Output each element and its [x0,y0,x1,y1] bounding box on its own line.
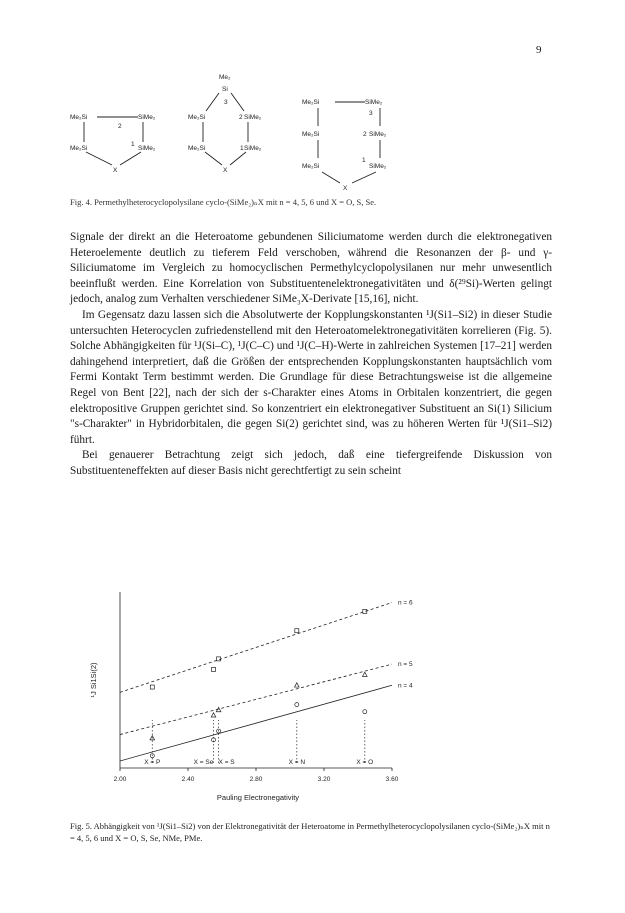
ring2-x: X [223,167,228,174]
ring3-label-1: 1 [362,157,366,164]
fig4-caption: Fig. 4. Permethylheterocyclopolysilane cyclo-(SiMe₂)ₙX mit n = 4, 5, 6 und X = O, S, Se. [70,197,377,207]
ring3-label-2: 2 [363,131,367,138]
point-0-2 [217,657,221,661]
fig5-caption: Fig. 5. Abhängigkeit von ¹J(Si1–Si2) von der Elektronegativität der Heteroatome in Permethylheterocyclopolysilanen cyclo-(SiMe₂)ₙX mit n = 4, 5, 6 und X = O, S, Se, NMe, PMe. [70,821,550,843]
ring1-label-2: 2 [118,123,122,130]
x-tick-label-1: 2.40 [181,776,195,783]
ring2-label-2: 2 [239,114,243,121]
x-axis-label: Pauling Electronegativity [216,793,300,802]
ring2-si-bottomleft: Me₂Si [188,145,206,152]
ring1-label-1: 1 [131,141,135,148]
ring2-si-left: Me₂Si [188,114,206,121]
ring1-si-bottomleft: Me₂Si [70,145,88,152]
point-0-1 [212,667,216,671]
series-label-2: n = 4 [398,682,413,690]
series-label-0: n = 6 [398,599,413,607]
ring3-si-midright: SiMe₂ [369,131,387,138]
ring1-si-bottomright: SiMe₂ [138,145,156,152]
ring3-x: X [343,185,348,192]
x-marker-label-2: X = S [218,759,235,766]
ring2-me2-top: Me₂ [219,74,231,81]
point-0-0 [150,685,154,689]
paragraph-3: Bei genauerer Betrachtung zeigt sich jedoch, daß eine tiefergreifende Diskussion von Substituenteneffekten auf dieser Basis nicht gerechtfertigt zu sein scheint [70,449,552,477]
page-number: 9 [536,44,542,56]
x-marker-label-1: X = Se [193,759,214,766]
ring3-label-3: 3 [369,110,373,117]
y-axis-label: ¹J Si1Si(2) [89,662,98,698]
ring2-label-3: 3 [224,99,228,106]
ring3-si-topright: SiMe₂ [365,99,383,106]
point-2-4 [363,710,367,714]
ring3-si-topleft: Me₂Si [302,99,320,106]
x-marker-label-4: X = O [356,759,374,766]
ring1-si-topright: SiMe₂ [138,114,156,121]
paragraph-2: Im Gegensatz dazu lassen sich die Absolutwerte der Kopplungskonstanten ¹J(Si1–Si2) in dieser Studie untersuchten Heterocyclen zufriedenstellend mit den Heteroatomelektronegativitäten korrelieren (Fig. 5). Solche Abhängigkeiten für ¹J(Si–C), ¹J(C–C) und ¹J(C–H)-Werte in zahlreichen Systemen [17–21] werden dahingehend interpretiert, daß die Größen der entsprechenden Kopplungskonstanten hauptsächlich vom Fermi Kontakt Term bestimmt werden. Die Grundlage für diese Betrachtungsweise ist die allgemeine Regel von Bent [22], nach der sich der s-Charakter eines Atoms in Orbitalen konzentriert, die gegen elektropositive Gruppen gerichtet sind. So konzentriert ein elektronegativer Substituent an Si(1) Silicium "s-Charakter" in Hybridorbitalen, die gegen Si(2) gerichtet sind, was zu höheren Werten für ¹J(Si1–Si2) führt. [70,308,552,446]
fit-line-2 [120,685,392,761]
x-tick-label-4: 3.60 [385,776,399,783]
fit-line-0 [120,603,392,693]
point-1-1 [211,713,216,717]
point-1-4 [363,672,368,676]
paragraph-1: Signale der direkt an die Heteroatome gebundenen Siliciumatome werden durch die elektronegativen Heteroelemente deutlich zu tieferem Feld verschoben, während die Resonanzen der β- und γ-Siliciumatome im Vergleich zu homocyclischen Permethylcyclopolysilanen nur mehr unwesentlich beeinflußt werden. Eine Korrelation von Substituentenelektronegativitäten und δ(²⁹Si)-Werten gelingt jedoch, analog zum Verhalten verschiedener SiMe₃X-Derivate [15,16], nicht. [70,231,552,306]
x-marker-label-3: X = N [288,759,306,766]
point-1-3 [295,683,300,687]
fit-line-1 [120,664,392,734]
point-2-3 [295,703,299,707]
x-tick-label-2: 2.80 [249,776,263,783]
ring3-si-bottomleft: Me₂Si [302,163,320,170]
x-tick-label-0: 2.00 [113,776,127,783]
ring1-si-topleft: Me₂Si [70,114,88,121]
ring1-x: X [113,167,118,174]
ring3-si-bottomright: SiMe₂ [369,163,387,170]
point-0-3 [295,629,299,633]
ring2-si-right: SiMe₂ [244,114,262,121]
ring3-si-midleft: Me₂Si [302,131,320,138]
ring2-si-bottomright: SiMe₂ [244,145,262,152]
series-label-1: n = 5 [398,661,413,669]
ring2-label-1: 1 [240,145,244,152]
x-tick-label-3: 3.20 [317,776,331,783]
x-marker-label-0: X = P [144,759,161,766]
ring2-si-top: Si [222,86,228,93]
